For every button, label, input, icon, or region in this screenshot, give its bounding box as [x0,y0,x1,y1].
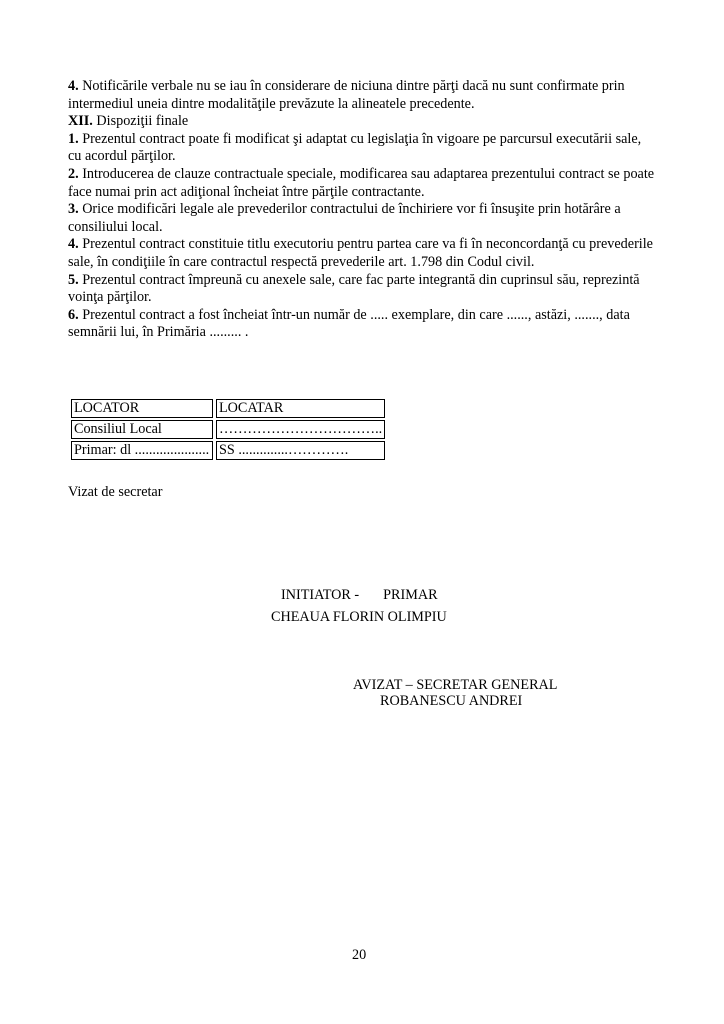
final-clause-4 [68,236,658,271]
initiator-label: INITIATOR - [281,587,360,603]
clause-number: 2. [68,165,79,182]
initiator-line [281,587,438,604]
contract-body [68,78,658,342]
section-xii-heading [68,113,658,131]
clause-text: Prezentul contract împreună cu anexele sale, care fac parte integrantă din cuprinsul său, reprezintă voinţa părţilor. [68,271,640,306]
final-clause-6 [68,307,658,342]
final-clause-2 [68,166,658,201]
final-clause-3 [68,201,658,236]
section-title: Dispoziţii finale [92,113,189,130]
clause-text: Notificările verbale nu se iau în considerare de niciuna dintre părţi dacă nu sunt confirmate prin intermediul uneia dintre modalităţile prevăzute la alineatele precedente. [68,78,625,112]
page-number: 20 [352,947,367,963]
avizat-label: AVIZAT – SECRETAR GENERAL [353,677,558,693]
clause-text: Prezentul contract a fost încheiat într-un număr de ..... exemplare, din care ......, astăzi, ......., data semnării lui, în Primăria ......... . [68,306,630,341]
table-cell: …………………………….. [216,420,385,439]
table-row [71,441,385,460]
table-cell: Consiliul Local [71,420,213,439]
clause-number: 6. [68,306,79,323]
initiator-role: PRIMAR [383,587,438,603]
clause-text: Introducerea de clauze contractuale speciale, modificarea sau adaptarea prezentului contract se poate face numai prin act adiţional încheiat între părţile contractante. [68,165,655,200]
table-cell: SS ..............…………. [216,441,385,460]
clause-number: 4. [68,78,79,94]
clause-text: Prezentul contract constituie titlu executoriu pentru partea care va fi în neconcordanţă cu prevederile sale, în condiţiile în care contractul respectă prevederile art. 1.798 din Codul civil. [68,236,653,270]
final-clause-5 [68,272,658,307]
clause-text: Prezentul contract poate fi modificat şi adaptat cu legislaţia în vigoare pe parcursul executării sale, cu acordul părţilor. [68,130,642,165]
table-row [71,420,385,439]
clause-4 [68,78,658,113]
clause-number: 5. [68,271,79,288]
initiator-name: CHEAUA FLORIN OLIMPIU [271,609,447,625]
clause-number: 1. [68,130,79,147]
vizat-secretar: Vizat de secretar [68,484,163,500]
table-row [71,399,385,418]
clause-number: 4. [68,236,79,253]
table-cell: LOCATOR [71,399,213,418]
clause-number: 3. [68,201,79,218]
table-cell: LOCATAR [216,399,385,418]
table-cell: Primar: dl ..................... [71,441,213,460]
final-clause-1 [68,131,658,166]
avizat-name: ROBANESCU ANDREI [380,693,523,709]
section-number: XII. [68,113,93,130]
signature-table [68,397,388,462]
clause-text: Orice modificări legale ale prevederilor contractului de închiriere vor fi însuşite prin hotărâre a consiliului local. [68,201,621,235]
